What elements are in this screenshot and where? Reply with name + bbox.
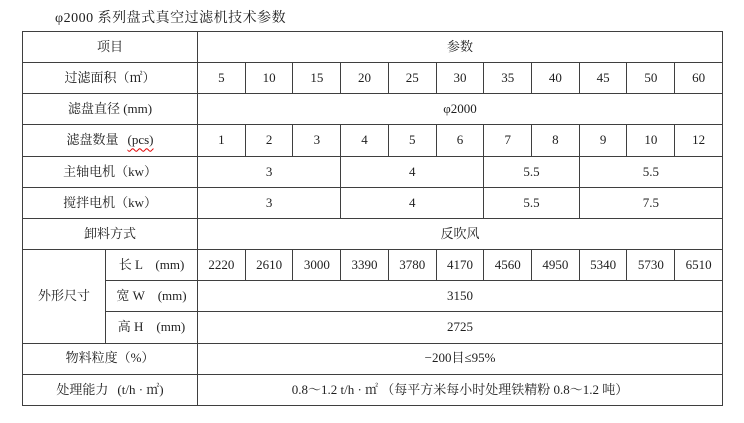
filter-area-value: 35 [484,63,532,94]
table-row-agitator-motor [23,187,723,218]
dimension-height-value: 2725 [198,312,723,343]
capacity-label [23,374,198,405]
main-motor-value: 4 [341,156,484,187]
dimension-height-label: 高 H (mm) [106,312,198,343]
dimension-length-value: 2220 [198,250,246,281]
header-params-cell: 参数 [198,32,723,63]
main-motor-value: 5.5 [579,156,722,187]
table-row-header [23,32,723,63]
capacity-label-unit: (t/h · ㎡) [117,381,164,397]
particle-size-value: −200目≤95% [198,343,723,374]
dimension-length-value: 3390 [341,250,389,281]
table-row-disc-count [23,125,723,156]
header-item-cell: 项目 [23,32,198,63]
table-row-dimension-height [23,312,723,343]
dimension-length-value: 4170 [436,250,484,281]
table-row-dimension-width [23,281,723,312]
table-row-discharge [23,218,723,249]
dimension-length-label: 长 L (mm) [106,250,198,281]
agitator-motor-value: 5.5 [484,187,579,218]
table-row-particle-size [23,343,723,374]
filter-area-label: 过滤面积（㎡） [23,63,198,94]
agitator-motor-value: 7.5 [579,187,722,218]
dimension-length-value: 3780 [388,250,436,281]
agitator-motor-label: 搅拌电机（kw） [23,187,198,218]
filter-area-value: 20 [341,63,389,94]
table-row-main-motor [23,156,723,187]
filter-area-value: 10 [245,63,293,94]
main-motor-value: 5.5 [484,156,579,187]
disc-count-value: 9 [579,125,627,156]
disc-count-value: 5 [388,125,436,156]
agitator-motor-value: 4 [341,187,484,218]
parameters-table [22,31,723,406]
disc-count-value: 12 [675,125,723,156]
dimension-length-value: 4950 [532,250,580,281]
dimension-length-value: 5730 [627,250,675,281]
dimension-length-value: 6510 [675,250,723,281]
disc-count-value: 8 [532,125,580,156]
disc-diameter-value: φ2000 [198,94,723,125]
filter-area-value: 30 [436,63,484,94]
filter-area-value: 15 [293,63,341,94]
filter-area-value: 50 [627,63,675,94]
discharge-label: 卸料方式 [23,218,198,249]
filter-area-value: 60 [675,63,723,94]
table-row-filter-area [23,63,723,94]
dimension-length-value: 3000 [293,250,341,281]
dimension-length-value: 4560 [484,250,532,281]
disc-count-label-cn: 滤盘数量 [66,132,119,148]
dimension-length-value: 5340 [579,250,627,281]
filter-area-value: 40 [532,63,580,94]
capacity-value: 0.8～1.2 t/h · ㎡ （每平方米每小时处理铁精粉 0.8～1.2 吨） [198,374,723,405]
disc-count-value: 10 [627,125,675,156]
disc-count-value: 7 [484,125,532,156]
table-row-dimension-length [23,250,723,281]
table-row-capacity [23,374,723,405]
dimension-width-value: 3150 [198,281,723,312]
disc-count-value: 1 [198,125,246,156]
disc-count-unit-spellcheck: (pcs) [127,132,154,148]
particle-size-label: 物料粒度（%） [23,343,198,374]
filter-area-value: 5 [198,63,246,94]
disc-count-label [23,125,198,156]
dimensions-group-label: 外形尺寸 [23,250,106,343]
dimension-length-value: 2610 [245,250,293,281]
disc-count-value: 4 [341,125,389,156]
disc-count-value: 3 [293,125,341,156]
dimension-width-label: 宽 W (mm) [106,281,198,312]
main-motor-value: 3 [198,156,341,187]
disc-diameter-label: 滤盘直径 (mm) [23,94,198,125]
table-row-disc-diameter [23,94,723,125]
main-motor-label: 主轴电机（kw） [23,156,198,187]
discharge-value: 反吹风 [198,218,723,249]
disc-count-value: 2 [245,125,293,156]
filter-area-value: 25 [388,63,436,94]
filter-area-value: 45 [579,63,627,94]
agitator-motor-value: 3 [198,187,341,218]
disc-count-value: 6 [436,125,484,156]
page-title: φ2000 系列盘式真空过滤机技术参数 [55,11,287,26]
capacity-label-cn: 处理能力 [56,381,109,397]
